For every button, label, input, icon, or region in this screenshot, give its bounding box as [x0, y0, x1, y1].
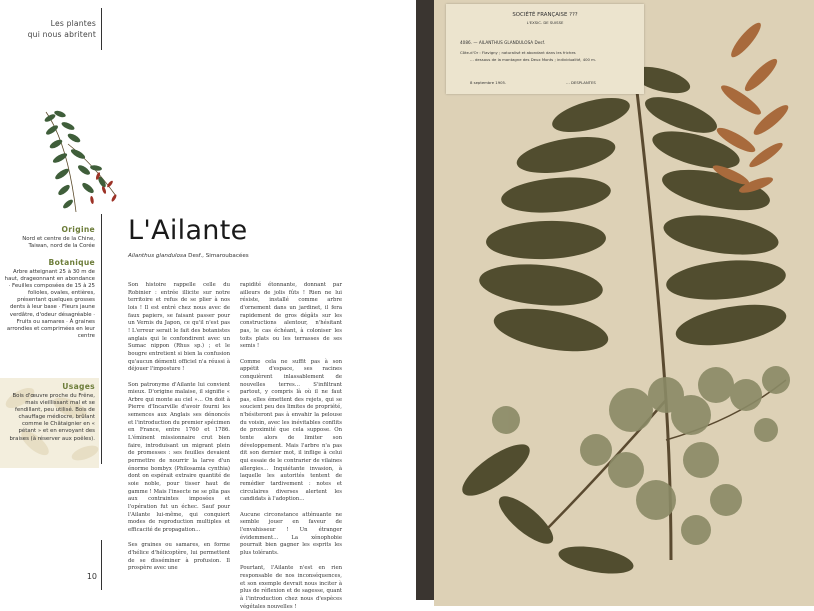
latin-name: Ailanthus glandulosa	[128, 253, 187, 259]
page-number: 10	[86, 572, 97, 581]
herbarium-subtitle: L'EXSIC. DE SUISSE	[526, 20, 564, 25]
usages-section	[4, 382, 95, 443]
paragraph: Comme cela ne suffit pas à son appétit d'espace, ses racines conquièrent inlassablement de nouvelles terres… S'infiltrant partout, y compris là où il ne faut pas, elles émettent des rejets, qui se soucient peu des limites de propriété, n'hésiteront pas à envahir la pelouse du voisin, avec les inévitables conflits de proximité que cela suppose. On tente alors de limiter son développement. Mais l'arbre n'a pas dit son dernier mot, il inflige à celui qui essaie de le contrarier de vilaines allergies… Inquiétante invasion, à laquelle les autorités tentent de remédier tardivement : notes et circulaires diverses alertent les candidats à l'adoption…	[240, 358, 342, 503]
latin-name-suffix: Desf., Simaroubacées	[188, 253, 249, 259]
origine-heading: Origine	[61, 225, 95, 234]
running-header	[0, 18, 96, 40]
herbarium-collector: … DESPLANTES	[566, 80, 596, 85]
running-header-line2: qui nous abritent	[27, 30, 96, 39]
article-title: L'Ailante	[128, 215, 248, 246]
herbarium-society: SOCIÉTÉ FRANÇAISE ???	[512, 12, 578, 18]
paragraph: Ses graines ou samares, en forme d'hélice d'hélicoptère, lui permettent de se disséminer à profusion. Il prospère avec une	[128, 542, 230, 572]
usages-text: Bois d'œuvre proche du Frêne, mais vieillissant mal et se fendillant, peu utilisé. Bois de chauffage médiocre, brûlant comme le Châtaignier en « pétant » et en envoyant des braises (à réserver aux poêles).	[9, 393, 95, 442]
footer-rule	[101, 540, 102, 590]
article-subtitle	[128, 253, 249, 259]
herbarium-date: 8 septembre 1905.	[470, 80, 507, 85]
paragraph: Aucune circonstance atténuante ne semble jouer en faveur de l'envahisseur ! Un étranger évidemment… La xénophobie pourrait bien gagner les esprits les plus tolérants.	[240, 511, 342, 556]
botanique-heading: Botanique	[48, 258, 95, 267]
botanique-text: Arbre atteignant 25 à 30 m de haut, drageonnant en abondance · Feuilles composées de 15 à 25 folioles, ovales, entières, présentant quelques grosses dents à leur base · Fleurs jaune verdâtre, d'odeur désagréable · Fruits ou samares · À graines arrondies et comprimées en leur centre	[4, 269, 95, 339]
header-rule	[101, 8, 102, 50]
paragraph: rapidité étonnante, donnant par ailleurs de jolis fûts ! Rien ne lui résiste, installé comme arbre d'ornement dans un jardinet, il fera rapidement de gros dégâts sur les constructions alentour, n'hésitant pas, le cas échéant, à coloniser les toits plats ou les terrasses de ses semis !	[240, 282, 342, 350]
running-header-line1: Les plantes	[50, 19, 96, 28]
usages-heading: Usages	[62, 382, 95, 391]
origine-text: Nord et centre de la Chine, Taiwan, nord de la Corée	[22, 236, 95, 250]
body-column-2	[240, 282, 342, 611]
ailanthus-illustration	[38, 104, 122, 216]
sidebar-rule	[101, 214, 102, 464]
herbarium-photo	[416, 0, 806, 600]
origine-section	[4, 225, 95, 250]
herbarium-species: 4086. — AILANTHUS GLANDULOSA Desf.	[460, 40, 545, 45]
botanique-section	[4, 258, 95, 340]
paragraph: Son histoire rappelle celle du Robinier : entrée illicite sur notre territoire et refus de se plier à nos lois ! Il est entré chez nous avec de faux papiers, se faisant passer pour un Vernis du Japon, ce qu'il n'est pas ! L'erreur serait le fait des botanistes anglais qui le confondirent avec un Sumac nippon (Rhus sp.) ; et le bougre entretient si bien la confusion qu'aucun démenti officiel n'a réussi à déjouer l'imposture !	[128, 282, 230, 373]
herbarium-label	[446, 4, 644, 94]
paragraph: Son patronyme d'Ailante lui convient mieux. D'origine malaise, il signifie « Arbre qui monte au ciel »… On doit à Pierre d'Incarville d'avoir fourni les semences aux Anglais ses dénoncés et l'introduction du premier spécimen en France, entre 1760 et 1786. L'éminent missionnaire crut bien faire, introduisant un migrant plein de promesses : ses feuilles devaient permettre de nourrir la larve d'un énorme bombyx (Philosamia cynthia) dont on espérait extraire quantité de soie noble, pour tisser haut de gamme ! Mais l'insecte ne se plia pas aux contraintes imposées et l'opération fut un échec. Sauf pour l'Ailante lui-même, qui conquiert modes de reproduction multiples et efficacité de propagation…	[128, 381, 231, 533]
body-column-1	[128, 282, 230, 573]
herbarium-locality: Côte-d'Or : Flavigny ; naturalisé et abondant dans les friches	[460, 50, 576, 55]
herbarium-locality-2: … dessous de la montagne des Deux Monts ; individualité, 400 m.	[470, 57, 597, 62]
paragraph: Pourtant, l'Ailante n'est en rien responsable de nos inconséquences, et son exemple devrait nous inciter à plus de réflexion et de sagesse, quant à l'introduction chez nous d'espèces végétales nouvelles !	[240, 565, 342, 610]
